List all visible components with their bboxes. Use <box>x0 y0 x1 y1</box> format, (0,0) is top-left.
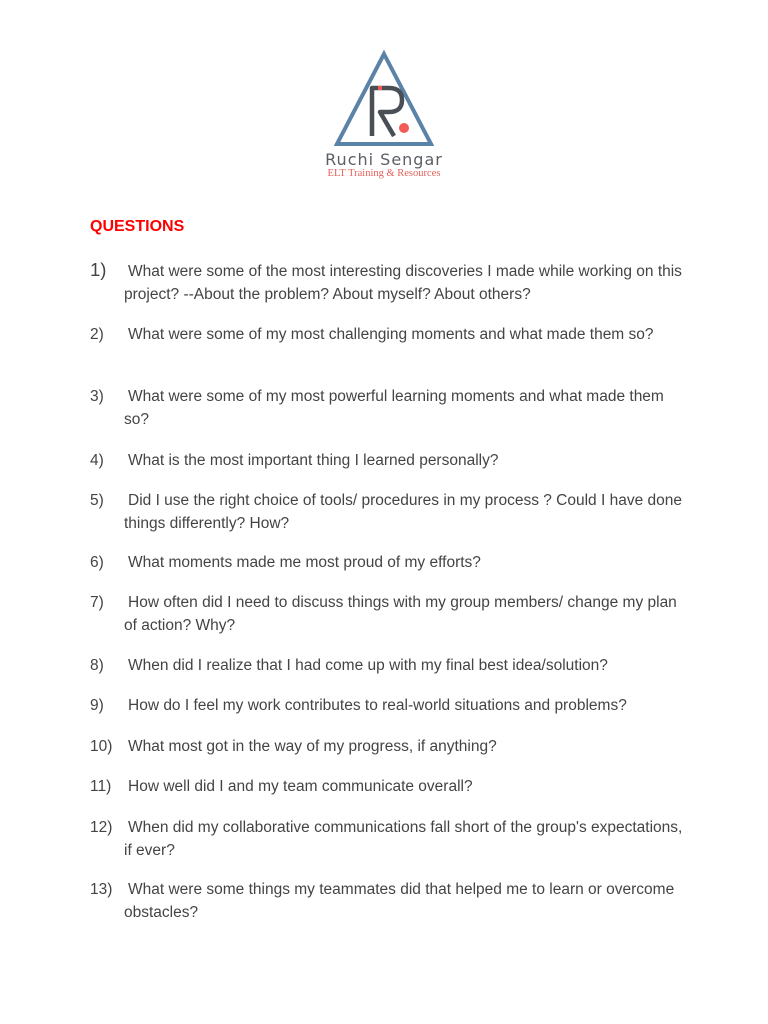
question-text: How well did I and my team communicate overall? <box>128 778 473 795</box>
question-text: When did my collaborative communications fall short of the group's expectations, if ever? <box>124 819 683 859</box>
question-number: 5) <box>90 492 104 509</box>
question-number: 2) <box>90 326 104 343</box>
question-text: What most got in the way of my progress, if anything? <box>128 738 497 755</box>
question-number: 7) <box>90 594 104 611</box>
logo-name: Ruchi Sengar <box>325 150 443 169</box>
question-number: 11) <box>90 778 112 795</box>
logo-tagline: ELT Training & Resources <box>327 168 441 179</box>
logo-triangle-icon <box>334 50 434 148</box>
question-text: How do I feel my work contributes to real-world situations and problems? <box>128 697 627 714</box>
question-text: What were some things my teammates did that helped me to learn or overcome obstacles? <box>124 881 675 921</box>
question-number: 9) <box>90 697 104 714</box>
question-text: How often did I need to discuss things with my group members/ change my plan of action? Why? <box>124 594 677 634</box>
question-number: 13) <box>90 881 113 898</box>
question-text: When did I realize that I had come up with my final best idea/solution? <box>128 657 608 674</box>
question-number: 12) <box>90 819 113 836</box>
question-text: What were some of the most interesting discoveries I made while working on this project? --About the problem? About myself? About others? <box>124 263 682 303</box>
question-text: Did I use the right choice of tools/ procedures in my process ? Could I have done things differently? How? <box>124 492 682 532</box>
question-number: 8) <box>90 657 104 674</box>
question-number: 4) <box>90 452 104 469</box>
logo <box>316 46 452 188</box>
question-number: 3) <box>90 388 104 405</box>
question-text: What moments made me most proud of my efforts? <box>128 554 481 571</box>
question-number: 10) <box>90 738 113 755</box>
question-number: 1) <box>90 259 107 280</box>
question-text: What is the most important thing I learned personally? <box>128 452 499 469</box>
question-number: 6) <box>90 554 104 571</box>
question-text: What were some of my most powerful learning moments and what made them so? <box>124 388 664 428</box>
questions-heading: QUESTIONS <box>90 218 185 235</box>
question-text: What were some of my most challenging moments and what made them so? <box>128 326 654 343</box>
